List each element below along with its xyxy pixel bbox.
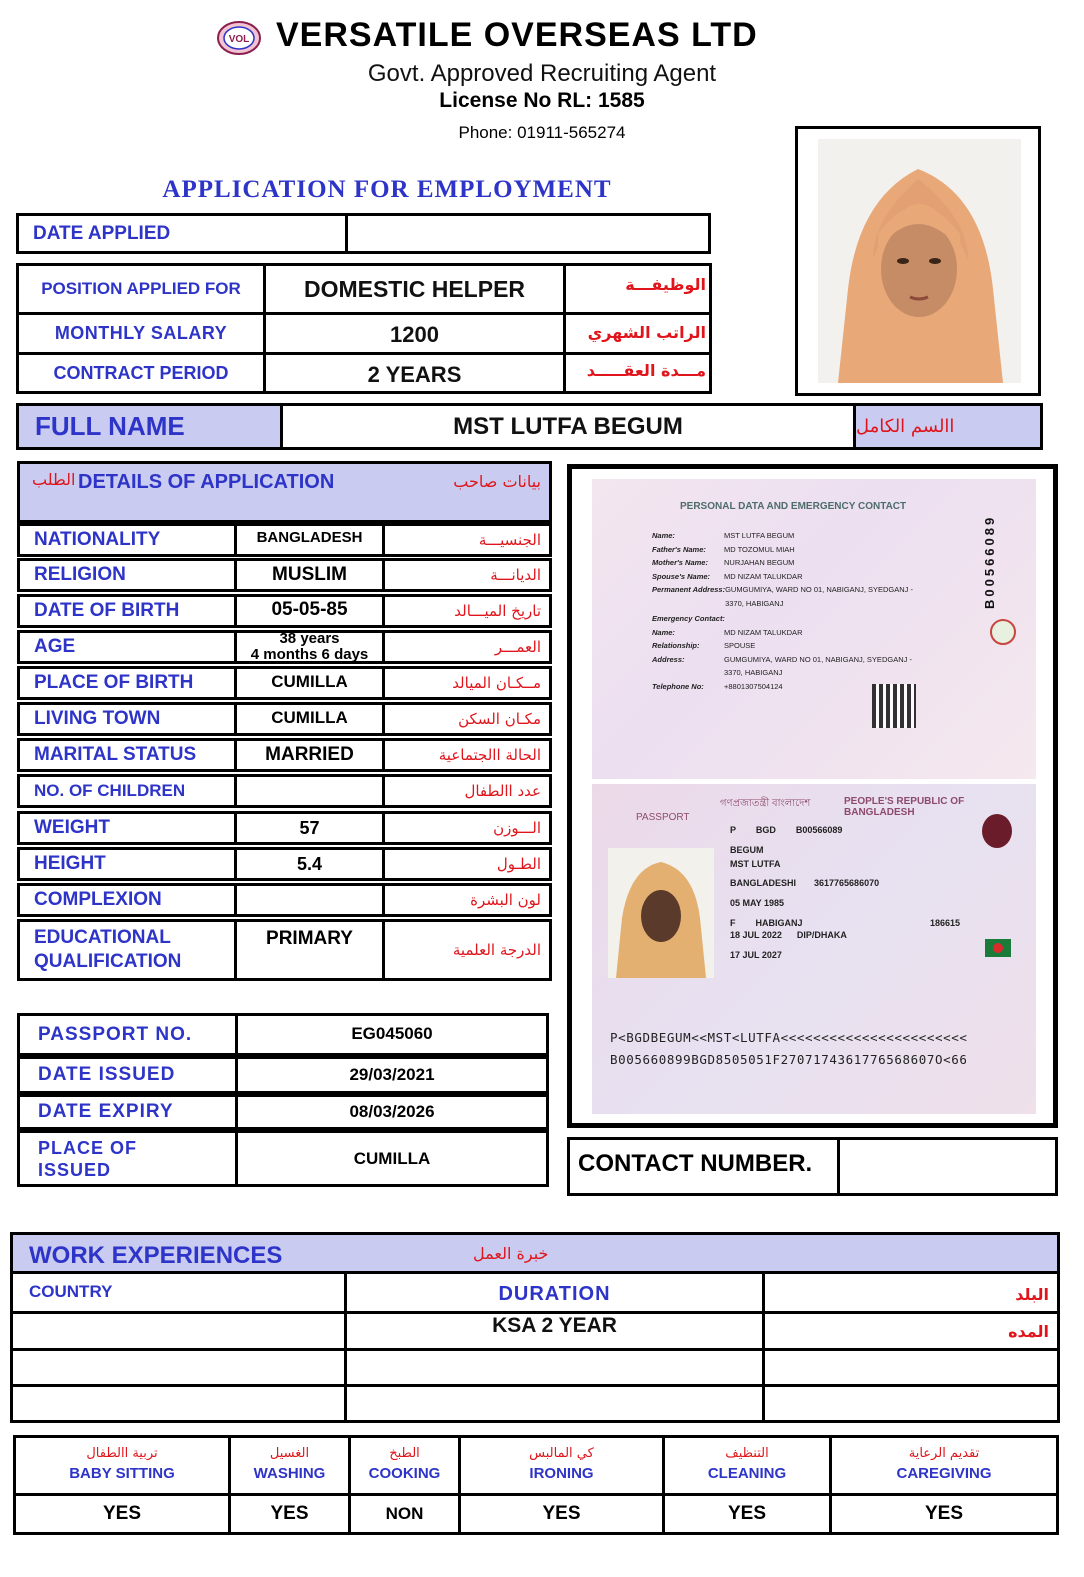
date-issued-label: DATE ISSUED — [20, 1059, 238, 1091]
dob-row — [17, 594, 552, 628]
skill-ironing-arabic: كي المالبس — [529, 1446, 594, 1461]
skill-baby-sitting-label: BABY SITTING — [69, 1465, 175, 1482]
qr-code-icon — [872, 684, 916, 728]
passport-label: PASSPORT — [636, 812, 690, 823]
children-row — [17, 774, 552, 808]
skill-washing — [231, 1438, 351, 1496]
age-arabic: العمـــر — [494, 638, 541, 656]
details-heading: DETAILS OF APPLICATION — [78, 471, 335, 493]
education-value: PRIMARY — [237, 922, 385, 978]
place-of-issue-value: CUMILLA — [353, 1148, 431, 1168]
passport-field: Spouse's Name: MD NIZAM TALUKDAR — [652, 571, 803, 581]
nationality-personal-no: BANGLADESHI 3617765686070 — [730, 878, 880, 888]
height-label: HEIGHT — [20, 850, 237, 878]
skill-cleaning-value: YES — [665, 1496, 832, 1532]
work-entry-1: KSA 2 YEAR — [492, 1314, 617, 1337]
place-of-birth-label: PLACE OF BIRTH — [20, 669, 237, 697]
passport-bio-text — [730, 824, 970, 961]
education-arabic: الدرجة العلمية — [452, 941, 541, 959]
height-arabic: الطـول — [496, 855, 541, 873]
date-applied-row — [16, 213, 711, 254]
license-number: License No RL: 1585 — [439, 89, 645, 112]
passport-page-title: PERSONAL DATA AND EMERGENCY CONTACT — [680, 501, 907, 512]
full-name-value: MST LUTFA BEGUM — [453, 412, 683, 440]
skill-cleaning — [665, 1438, 832, 1496]
passport-fields — [652, 529, 982, 693]
contact-number-label: CONTACT NUMBER. — [578, 1150, 813, 1177]
age-row — [17, 630, 552, 664]
skill-baby-sitting-arabic: تربية االطفال — [86, 1446, 158, 1461]
skill-baby-sitting — [16, 1438, 231, 1496]
skill-cooking-label: COOKING — [368, 1465, 441, 1482]
bangladesh-emblem-icon — [990, 619, 1016, 645]
logo-text: VOL — [228, 34, 250, 45]
contract-value: 2 YEARS — [367, 362, 462, 387]
children-value — [237, 777, 385, 805]
position-table — [16, 263, 712, 394]
children-label: NO. OF CHILDREN — [20, 777, 237, 805]
skill-cooking-arabic: الطبخ — [389, 1446, 420, 1461]
skill-caregiving-arabic: تقديم الرعاية — [908, 1446, 980, 1461]
skill-caregiving — [832, 1438, 1056, 1496]
details-heading-arabic-right: بيانات صاحب — [453, 472, 541, 491]
date-issued-value: 29/03/2021 — [349, 1065, 435, 1084]
date-issued-row — [17, 1056, 549, 1094]
applicant-photo — [818, 139, 1021, 383]
full-name-label: FULL NAME — [19, 406, 280, 447]
living-town-value: CUMILLA — [237, 705, 385, 733]
children-arabic: عدد االطفال — [464, 782, 541, 800]
skill-cleaning-label: CLEANING — [707, 1465, 787, 1482]
tagline: Govt. Approved Recruiting Agent — [367, 60, 717, 87]
country-column-header: COUNTRY — [29, 1282, 113, 1301]
marital-status-label: MARITAL STATUS — [20, 741, 237, 769]
given-name: MST LUTFA — [730, 859, 781, 869]
religion-arabic: الديانـــة — [490, 566, 541, 584]
place-of-issue-label — [20, 1133, 238, 1184]
place-of-issue-row — [17, 1130, 549, 1187]
position-arabic: الوظيفـــة — [625, 274, 706, 294]
weight-value: 57 — [237, 814, 385, 842]
place-of-issue-line2: ISSUED — [38, 1159, 112, 1180]
education-label-line2: QUALIFICATION — [34, 951, 182, 972]
skill-washing-arabic: الغسيل — [269, 1446, 310, 1461]
passport-field: Relationship: SPOUSE — [652, 641, 756, 650]
work-heading: WORK EXPERIENCES — [29, 1242, 283, 1269]
skill-cleaning-arabic: التنظيف — [725, 1446, 769, 1461]
salary-arabic: الراتب الشهري — [587, 322, 706, 342]
contract-label: CONTRACT PERIOD — [53, 363, 229, 383]
work-heading-arabic: خبرة العمل — [473, 1244, 549, 1263]
bangladesh-flag-icon — [985, 939, 1011, 957]
education-label-line1: EDUCATIONAL — [34, 927, 171, 948]
contact-number-row — [567, 1137, 1058, 1196]
position-label: POSITION APPLIED FOR — [41, 279, 241, 298]
mrz-line-1: P<BGDBEGUM<<MST<LUTFA<<<<<<<<<<<<<<<<<<<<<<< — [610, 1030, 968, 1045]
contact-number-value — [840, 1140, 1055, 1193]
living-town-row — [17, 702, 552, 736]
passport-field: Mother's Name: NURJAHAN BEGUM — [652, 558, 795, 567]
skill-caregiving-value: YES — [924, 1503, 964, 1524]
details-heading-band — [17, 461, 552, 523]
religion-label: RELIGION — [20, 561, 237, 589]
salary-label: MONTHLY SALARY — [54, 323, 228, 343]
date-expiry-row — [17, 1094, 549, 1130]
passport-dob: 05 MAY 1985 — [730, 898, 785, 908]
full-name-arabic: االسم الكامل — [856, 406, 1040, 447]
skill-washing-label: WASHING — [253, 1465, 326, 1482]
sex-pob: F HABIGANJ 186615 — [730, 918, 960, 928]
issue-date-authority: 18 JUL 2022 DIP/DHAKA — [730, 930, 847, 940]
date-expiry-label: DATE EXPIRY — [20, 1097, 238, 1127]
republic-title: PEOPLE'S REPUBLIC OF BANGLADESH — [844, 796, 965, 818]
passport-chip-icon — [982, 814, 1012, 848]
contract-arabic: مـــدة العقـــــد — [586, 360, 706, 380]
living-town-arabic: مكـان السكن — [458, 710, 541, 728]
passport-no-label: PASSPORT NO. — [20, 1016, 238, 1053]
dob-arabic: تاريخ الميـــالد — [454, 602, 541, 620]
passport-no-row — [17, 1013, 549, 1056]
skill-ironing-value: YES — [461, 1496, 665, 1532]
date-expiry-value: 08/03/2026 — [349, 1102, 435, 1121]
work-entry-3 — [347, 1387, 762, 1423]
skill-cooking-value: NON — [351, 1496, 461, 1532]
date-applied-value — [348, 216, 708, 251]
company-name: VERSATILE OVERSEAS LTD — [276, 16, 758, 54]
complexion-arabic: لون البشرة — [470, 891, 541, 909]
republic-title-bn: গণপ্রজাতন্ত্রী বাংলাদেশ — [720, 798, 811, 809]
education-label — [20, 922, 237, 978]
skill-baby-sitting-value: YES — [16, 1496, 231, 1532]
marital-status-arabic: الحالة االجتماعية — [438, 746, 541, 764]
religion-row — [17, 558, 552, 592]
position-value: DOMESTIC HELPER — [303, 275, 526, 302]
complexion-row — [17, 883, 552, 917]
weight-label: WEIGHT — [20, 814, 237, 842]
passport-field: Telephone No: +8801307504124 — [652, 681, 783, 691]
weight-arabic: الـــوزن — [493, 819, 541, 837]
passport-field: Permanent Address: GUMGUMIYA, WARD NO 01, NABIGANJ, SYEDGANJ - 3370, HABIGANJ — [652, 585, 914, 608]
age-months-days: 4 months 6 days — [250, 646, 369, 663]
nationality-label: NATIONALITY — [20, 526, 237, 554]
living-town-label: LIVING TOWN — [20, 705, 237, 733]
marital-status-value: MARRIED — [237, 741, 385, 769]
expiry-date: 17 JUL 2027 — [730, 950, 782, 960]
weight-row — [17, 811, 552, 845]
salary-value: 1200 — [390, 322, 439, 347]
complexion-value — [237, 886, 385, 914]
complexion-label: COMPLEXION — [20, 886, 237, 914]
nationality-arabic: الجنسيـــة — [478, 531, 541, 549]
duration-arabic: المده — [1008, 1322, 1049, 1341]
type-cc-no: P BGD B00566089 — [730, 825, 843, 835]
nationality-row — [17, 523, 552, 557]
age-years: 38 years — [279, 630, 340, 647]
surname: BEGUM — [730, 845, 764, 855]
skill-caregiving-label: CAREGIVING — [896, 1465, 992, 1482]
mrz-line-2: B005660899BGD8505051F2707174361776568607O<66 — [610, 1052, 968, 1067]
date-applied-label: DATE APPLIED — [33, 222, 171, 244]
height-row — [17, 847, 552, 881]
details-heading-arabic-left: الطلب — [32, 470, 76, 489]
place-of-issue-line1: PLACE OF — [38, 1137, 138, 1158]
emergency-heading: Emergency Contact: — [652, 614, 725, 623]
passport-no-value: EG045060 — [351, 1024, 433, 1043]
passport-field: Address: GUMGUMIYA, WARD NO 01, NABIGANJ, SYEDGANJ - 3370, HABIGANJ — [652, 654, 912, 677]
full-name-row — [16, 403, 1043, 450]
religion-value: MUSLIM — [237, 561, 385, 589]
passport-field: Name: MD NIZAM TALUKDAR — [652, 627, 803, 637]
height-value: 5.4 — [237, 850, 385, 878]
skill-cooking — [351, 1438, 461, 1496]
work-experience-table — [10, 1232, 1060, 1423]
passport-field: Name: MST LUTFA BEGUM — [652, 531, 795, 540]
marital-status-row — [17, 738, 552, 772]
age-value — [237, 630, 385, 663]
phone: Phone: 01911-565274 — [458, 123, 626, 142]
passport-data-page — [592, 479, 1036, 779]
duration-column-header: DURATION — [498, 1282, 611, 1305]
applicant-photo-frame — [795, 126, 1041, 396]
work-entry-2 — [347, 1351, 762, 1384]
place-of-birth-value: CUMILLA — [237, 669, 385, 697]
passport-field: Father's Name: MD TOZOMUL MIAH — [652, 544, 795, 554]
nationality-value: BANGLADESH — [237, 526, 385, 554]
education-row — [17, 919, 552, 981]
passport-holder-photo — [608, 848, 714, 978]
form-title: APPLICATION FOR EMPLOYMENT — [162, 176, 612, 203]
company-logo — [216, 20, 262, 56]
place-of-birth-arabic: مــكـان الميالد — [452, 674, 541, 692]
dob-value: 05-05-85 — [237, 597, 385, 625]
age-label: AGE — [20, 633, 237, 661]
place-of-birth-row — [17, 666, 552, 700]
dob-label: DATE OF BIRTH — [20, 597, 237, 625]
skill-ironing-label: IRONING — [529, 1465, 594, 1482]
serial-number-vertical: B00566089 — [982, 514, 997, 609]
passport-bio-page — [592, 784, 1036, 1114]
skill-ironing — [461, 1438, 665, 1496]
country-arabic: البلد — [1015, 1285, 1049, 1304]
skill-washing-value: YES — [231, 1496, 351, 1532]
passport-scan-frame — [567, 464, 1058, 1128]
